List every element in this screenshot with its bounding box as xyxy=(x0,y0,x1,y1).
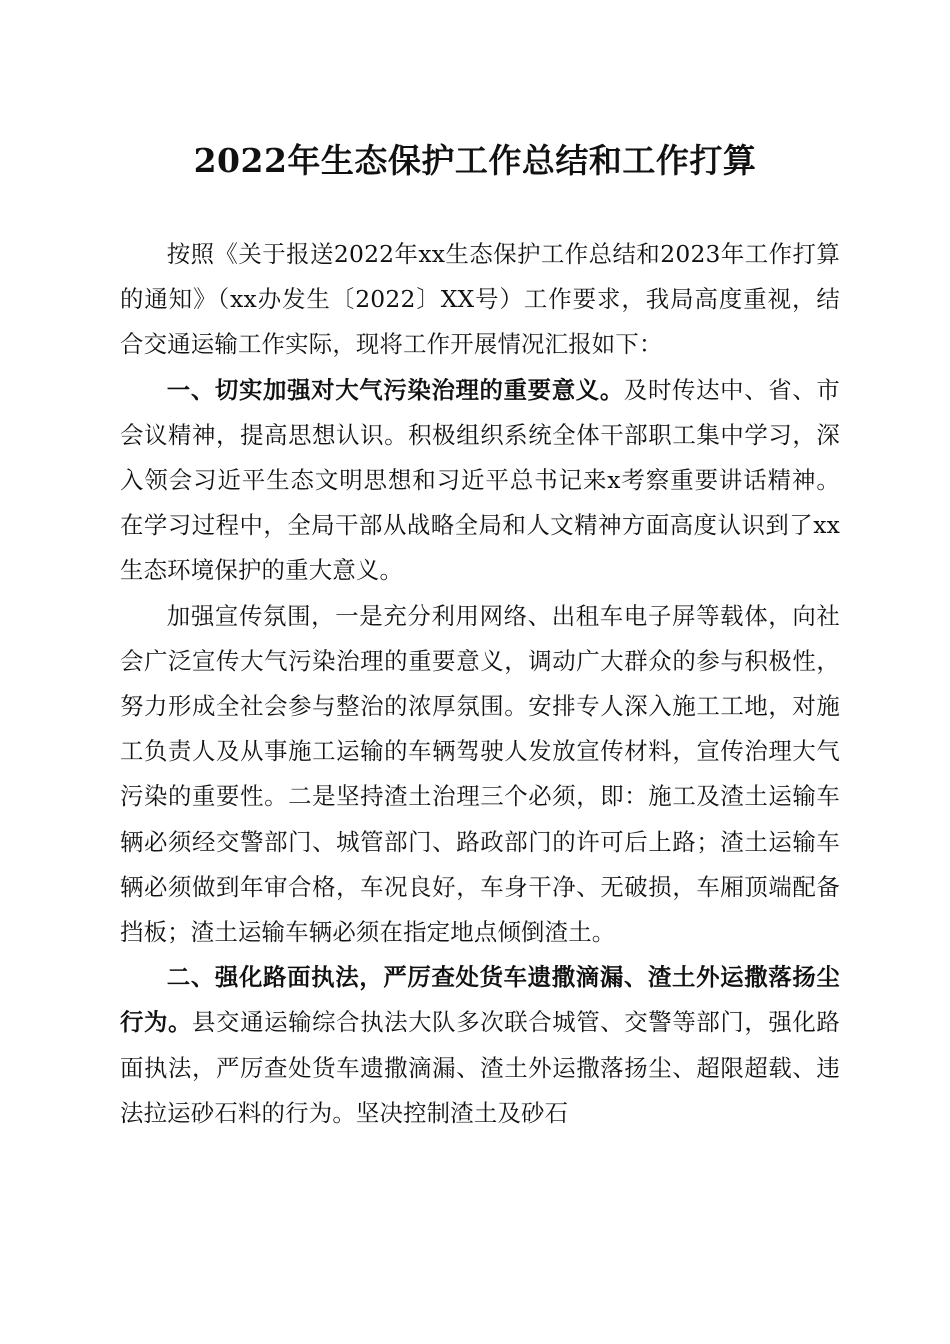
section-one-heading: 一、切实加强对大气污染治理的重要意义。 xyxy=(166,375,624,404)
document-body xyxy=(120,232,840,1136)
paragraph-text: 按照《关于报送2022年xx生态保护工作总结和2023年工作打算的通知》（xx办发生〔2022〕XX号）工作要求，我局高度重视，结合交通运输工作实际，现将工作开展情况汇报如下： xyxy=(120,240,840,359)
section-two-heading: 二、强化路面执法，严厉查处货车遗撒滴漏、渣土外运撒落扬尘行为。 xyxy=(120,963,840,1037)
document-title: 2022年生态保护工作总结和工作打算 xyxy=(193,141,757,180)
paragraph-text: 县交通运输综合执法大队多次联合城管、交警等部门，强化路面执法，严厉查处货车遗撒滴漏、渣土外运撒落扬尘、超限超载、违法拉运砂石料的行为。坚决控制渣土及砂石 xyxy=(120,1008,840,1127)
paragraph-section-two xyxy=(120,955,840,1136)
paragraph-text: 加强宣传氛围，一是充分利用网络、出租车电子屏等载体，向社会广泛宣传大气污染治理的重要意义，调动广大群众的参与积极性，努力形成全社会参与整治的浓厚氛围。安排专人深入施工工地，对施工负责人及从事施工运输的车辆驾驶人发放宣传材料，宣传治理大气污染的重要性。二是坚持渣土治理三个必须，即：施工及渣土运输车辆必须经交警部门、城管部门、路政部门的许可后上路；渣土运输车辆必须做到年审合格，车况良好，车身干净、无破损，车厢顶端配备挡板；渣土运输车辆必须在指定地点倾倒渣土。 xyxy=(120,601,840,947)
paragraph-text: 及时传达中、省、市会议精神，提高思想认识。积极组织系统全体干部职工集中学习，深入领会习近平生态文明思想和习近平总书记来x考察重要讲话精神。在学习过程中，全局干部从战略全局和人文精神方面高度认识到了xx生态环境保护的重大意义。 xyxy=(120,375,840,585)
paragraph-intro xyxy=(120,232,840,368)
paragraph-publicity xyxy=(120,594,840,956)
paragraph-section-one xyxy=(120,368,840,594)
